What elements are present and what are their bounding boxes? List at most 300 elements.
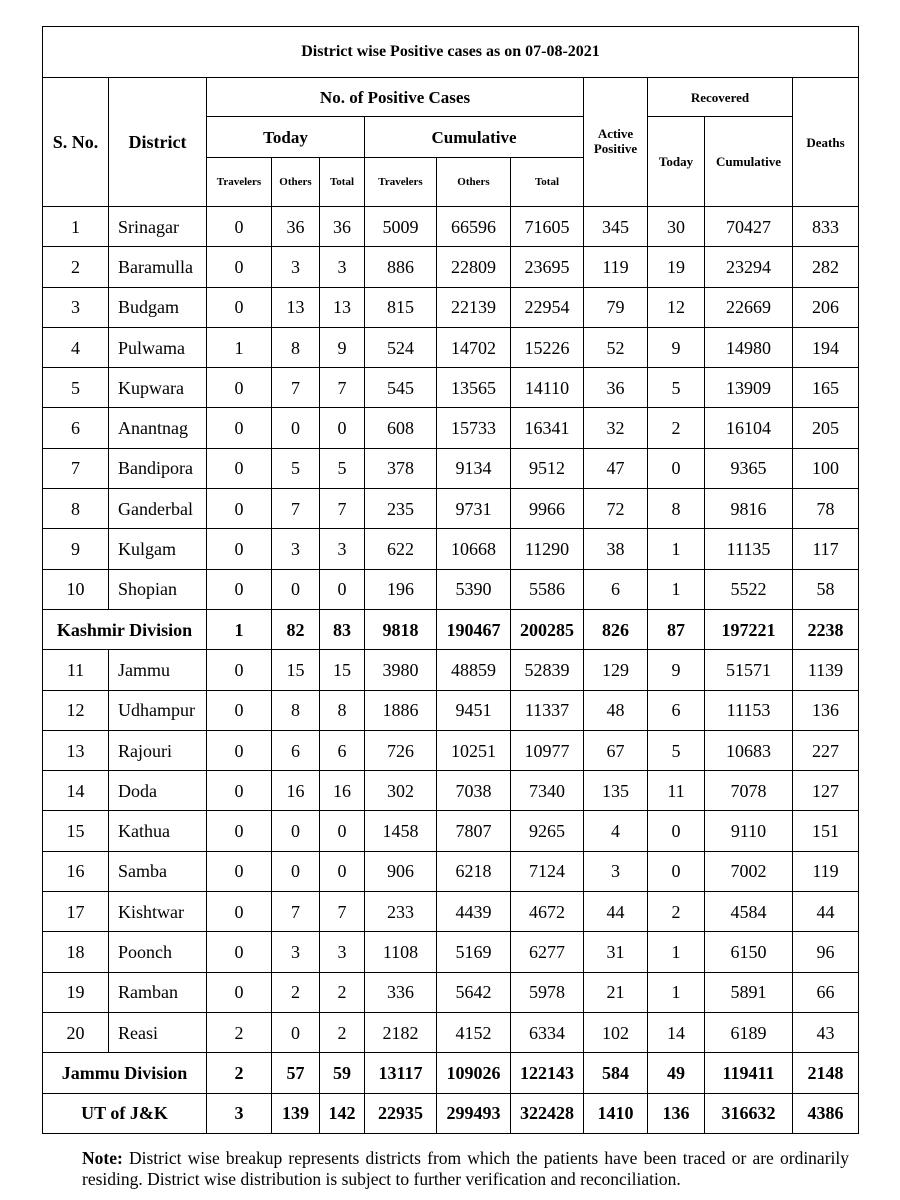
cell-sno: 17 <box>43 892 109 932</box>
header-cumulative-travelers: Travelers <box>365 158 437 207</box>
cell-today-total: 7 <box>320 368 365 408</box>
table-row <box>43 408 859 448</box>
cell-recovered-today: 87 <box>648 609 705 649</box>
cell-cum-travelers: 13117 <box>365 1053 437 1093</box>
cell-deaths: 78 <box>793 489 859 529</box>
cell-cum-total: 9265 <box>511 811 584 851</box>
cell-sno: 11 <box>43 650 109 690</box>
table-row <box>43 247 859 287</box>
cell-today-travelers: 0 <box>207 811 272 851</box>
cell-cum-total: 15226 <box>511 327 584 367</box>
cell-cum-others: 9731 <box>437 489 511 529</box>
cell-cum-others: 13565 <box>437 368 511 408</box>
cell-recovered-cumulative: 7078 <box>705 771 793 811</box>
cell-deaths: 127 <box>793 771 859 811</box>
cell-recovered-cumulative: 11153 <box>705 690 793 730</box>
cell-cum-total: 11337 <box>511 690 584 730</box>
cell-cum-travelers: 906 <box>365 851 437 891</box>
cell-today-travelers: 1 <box>207 327 272 367</box>
table-row <box>43 529 859 569</box>
table-row <box>43 569 859 609</box>
ut-total-row <box>43 1093 859 1133</box>
cell-recovered-today: 5 <box>648 730 705 770</box>
table-row <box>43 448 859 488</box>
cell-cum-travelers: 1886 <box>365 690 437 730</box>
cell-active-positive: 31 <box>584 932 648 972</box>
cell-recovered-today: 14 <box>648 1012 705 1052</box>
cell-cum-others: 22809 <box>437 247 511 287</box>
cell-recovered-today: 12 <box>648 287 705 327</box>
cell-cum-total: 16341 <box>511 408 584 448</box>
cell-active-positive: 67 <box>584 730 648 770</box>
cell-cum-travelers: 196 <box>365 569 437 609</box>
cell-today-total: 0 <box>320 408 365 448</box>
cell-cum-travelers: 726 <box>365 730 437 770</box>
cell-today-others: 7 <box>272 368 320 408</box>
cell-deaths: 227 <box>793 730 859 770</box>
cell-district: Samba <box>109 851 207 891</box>
cell-sno: 14 <box>43 771 109 811</box>
cell-cum-others: 9451 <box>437 690 511 730</box>
cell-cum-total: 122143 <box>511 1053 584 1093</box>
cell-recovered-today: 6 <box>648 690 705 730</box>
cell-district: Baramulla <box>109 247 207 287</box>
cell-cum-others: 4439 <box>437 892 511 932</box>
cell-deaths: 136 <box>793 690 859 730</box>
cell-active-positive: 102 <box>584 1012 648 1052</box>
cell-cum-travelers: 815 <box>365 287 437 327</box>
cell-recovered-today: 5 <box>648 368 705 408</box>
table-row <box>43 892 859 932</box>
cell-sno: 12 <box>43 690 109 730</box>
cell-cum-total: 22954 <box>511 287 584 327</box>
cell-active-positive: 119 <box>584 247 648 287</box>
cell-today-total: 0 <box>320 811 365 851</box>
cell-cum-travelers: 378 <box>365 448 437 488</box>
cell-today-total: 142 <box>320 1093 365 1133</box>
cell-deaths: 66 <box>793 972 859 1012</box>
cell-active-positive: 32 <box>584 408 648 448</box>
cell-district: Rajouri <box>109 730 207 770</box>
cell-today-others: 6 <box>272 730 320 770</box>
cell-active-positive: 826 <box>584 609 648 649</box>
cell-today-others: 2 <box>272 972 320 1012</box>
cell-today-travelers: 2 <box>207 1053 272 1093</box>
cell-sno: 2 <box>43 247 109 287</box>
cell-recovered-today: 9 <box>648 327 705 367</box>
cell-today-travelers: 0 <box>207 892 272 932</box>
cell-cum-travelers: 235 <box>365 489 437 529</box>
cell-deaths: 2238 <box>793 609 859 649</box>
cell-today-travelers: 1 <box>207 609 272 649</box>
header-district: District <box>109 78 207 207</box>
header-cumulative-others: Others <box>437 158 511 207</box>
cell-deaths: 165 <box>793 368 859 408</box>
cell-today-others: 5 <box>272 448 320 488</box>
cell-cum-others: 10251 <box>437 730 511 770</box>
cell-cum-total: 200285 <box>511 609 584 649</box>
cell-sno: 13 <box>43 730 109 770</box>
cell-cum-total: 71605 <box>511 207 584 247</box>
cell-cum-travelers: 524 <box>365 327 437 367</box>
cell-cum-travelers: 1458 <box>365 811 437 851</box>
cell-cum-others: 7807 <box>437 811 511 851</box>
cell-cum-travelers: 622 <box>365 529 437 569</box>
cell-today-total: 7 <box>320 892 365 932</box>
cell-cum-others: 299493 <box>437 1093 511 1133</box>
cell-today-travelers: 0 <box>207 851 272 891</box>
cell-cum-travelers: 2182 <box>365 1012 437 1052</box>
cell-deaths: 206 <box>793 287 859 327</box>
cell-cum-total: 322428 <box>511 1093 584 1133</box>
header-sno: S. No. <box>43 78 109 207</box>
cell-today-others: 16 <box>272 771 320 811</box>
cell-recovered-today: 8 <box>648 489 705 529</box>
table-row <box>43 730 859 770</box>
table-title: District wise Positive cases as on 07-08-2021 <box>43 27 859 78</box>
header-today-others: Others <box>272 158 320 207</box>
cell-active-positive: 36 <box>584 368 648 408</box>
header-cumulative: Cumulative <box>365 117 584 158</box>
cell-active-positive: 129 <box>584 650 648 690</box>
cell-district: Doda <box>109 771 207 811</box>
cell-cum-others: 5169 <box>437 932 511 972</box>
cell-recovered-cumulative: 5522 <box>705 569 793 609</box>
cell-district: Bandipora <box>109 448 207 488</box>
cell-recovered-cumulative: 16104 <box>705 408 793 448</box>
cell-recovered-cumulative: 316632 <box>705 1093 793 1133</box>
cell-deaths: 833 <box>793 207 859 247</box>
cell-cum-others: 190467 <box>437 609 511 649</box>
cell-cum-total: 6277 <box>511 932 584 972</box>
cell-cum-travelers: 336 <box>365 972 437 1012</box>
cell-today-total: 3 <box>320 932 365 972</box>
cell-sno: 18 <box>43 932 109 972</box>
cell-cum-travelers: 1108 <box>365 932 437 972</box>
table-row <box>43 368 859 408</box>
cell-today-others: 3 <box>272 932 320 972</box>
cell-cum-others: 10668 <box>437 529 511 569</box>
cell-cum-total: 52839 <box>511 650 584 690</box>
cell-today-travelers: 0 <box>207 529 272 569</box>
cell-district: Udhampur <box>109 690 207 730</box>
cell-today-travelers: 0 <box>207 368 272 408</box>
table-row <box>43 972 859 1012</box>
cell-today-travelers: 0 <box>207 690 272 730</box>
cell-recovered-today: 30 <box>648 207 705 247</box>
cell-deaths: 44 <box>793 892 859 932</box>
cell-recovered-cumulative: 197221 <box>705 609 793 649</box>
cell-sno: 16 <box>43 851 109 891</box>
cell-sno: 8 <box>43 489 109 529</box>
header-today: Today <box>207 117 365 158</box>
cell-sno: 3 <box>43 287 109 327</box>
cell-today-total: 0 <box>320 851 365 891</box>
cell-today-others: 7 <box>272 489 320 529</box>
jammu-division-total-row <box>43 1053 859 1093</box>
cell-today-total: 9 <box>320 327 365 367</box>
cell-today-total: 16 <box>320 771 365 811</box>
cell-active-positive: 52 <box>584 327 648 367</box>
cell-today-total: 2 <box>320 1012 365 1052</box>
cell-cum-travelers: 233 <box>365 892 437 932</box>
cell-recovered-today: 0 <box>648 851 705 891</box>
header-recovered: Recovered <box>648 78 793 117</box>
cell-today-total: 3 <box>320 247 365 287</box>
cell-active-positive: 584 <box>584 1053 648 1093</box>
cell-deaths: 2148 <box>793 1053 859 1093</box>
cell-recovered-cumulative: 22669 <box>705 287 793 327</box>
cell-district: Srinagar <box>109 207 207 247</box>
cell-recovered-today: 49 <box>648 1053 705 1093</box>
cell-cum-travelers: 608 <box>365 408 437 448</box>
cell-today-others: 3 <box>272 529 320 569</box>
cell-cum-others: 66596 <box>437 207 511 247</box>
cell-cum-total: 5586 <box>511 569 584 609</box>
cell-today-travelers: 0 <box>207 207 272 247</box>
cell-deaths: 4386 <box>793 1093 859 1133</box>
cell-cum-others: 5390 <box>437 569 511 609</box>
cell-active-positive: 72 <box>584 489 648 529</box>
table-row <box>43 690 859 730</box>
cell-recovered-today: 1 <box>648 972 705 1012</box>
cell-district: Kishtwar <box>109 892 207 932</box>
cell-cum-others: 48859 <box>437 650 511 690</box>
cell-cum-total: 9966 <box>511 489 584 529</box>
cell-recovered-today: 2 <box>648 892 705 932</box>
cell-sno: 6 <box>43 408 109 448</box>
cell-today-total: 15 <box>320 650 365 690</box>
cell-recovered-cumulative: 6150 <box>705 932 793 972</box>
table-row <box>43 327 859 367</box>
table-row <box>43 811 859 851</box>
table-body <box>43 207 859 1134</box>
cell-recovered-today: 136 <box>648 1093 705 1133</box>
cell-recovered-today: 0 <box>648 448 705 488</box>
cell-today-travelers: 0 <box>207 932 272 972</box>
header-recovered-today: Today <box>648 117 705 207</box>
cell-sno: 9 <box>43 529 109 569</box>
cell-today-total: 2 <box>320 972 365 1012</box>
cell-recovered-cumulative: 23294 <box>705 247 793 287</box>
cell-sno: 1 <box>43 207 109 247</box>
positive-cases-table <box>42 26 859 1134</box>
cell-active-positive: 44 <box>584 892 648 932</box>
total-label: UT of J&K <box>43 1093 207 1133</box>
cell-recovered-today: 11 <box>648 771 705 811</box>
cell-cum-others: 109026 <box>437 1053 511 1093</box>
cell-today-total: 6 <box>320 730 365 770</box>
cell-today-travelers: 2 <box>207 1012 272 1052</box>
cell-recovered-cumulative: 6189 <box>705 1012 793 1052</box>
header-today-travelers: Travelers <box>207 158 272 207</box>
cell-deaths: 151 <box>793 811 859 851</box>
report-container <box>42 26 858 1134</box>
cell-today-others: 8 <box>272 327 320 367</box>
cell-recovered-cumulative: 7002 <box>705 851 793 891</box>
cell-cum-travelers: 9818 <box>365 609 437 649</box>
cell-district: Anantnag <box>109 408 207 448</box>
note-text: District wise breakup represents districts from which the patients have been traced or are ordinarily residing. District wise distribution is subject to further verification and reconciliation. <box>82 1148 849 1189</box>
cell-today-travelers: 0 <box>207 650 272 690</box>
kashmir-division-total-row <box>43 609 859 649</box>
cell-cum-travelers: 545 <box>365 368 437 408</box>
cell-cum-total: 4672 <box>511 892 584 932</box>
cell-deaths: 194 <box>793 327 859 367</box>
cell-deaths: 58 <box>793 569 859 609</box>
cell-today-others: 139 <box>272 1093 320 1133</box>
cell-today-travelers: 0 <box>207 569 272 609</box>
cell-recovered-today: 19 <box>648 247 705 287</box>
footnote <box>82 1148 849 1190</box>
cell-recovered-today: 9 <box>648 650 705 690</box>
cell-district: Jammu <box>109 650 207 690</box>
table-row <box>43 207 859 247</box>
cell-cum-others: 14702 <box>437 327 511 367</box>
cell-sno: 5 <box>43 368 109 408</box>
cell-recovered-today: 1 <box>648 529 705 569</box>
cell-recovered-today: 1 <box>648 569 705 609</box>
cell-today-others: 0 <box>272 1012 320 1052</box>
cell-cum-travelers: 22935 <box>365 1093 437 1133</box>
cell-cum-others: 9134 <box>437 448 511 488</box>
cell-active-positive: 48 <box>584 690 648 730</box>
cell-recovered-today: 0 <box>648 811 705 851</box>
cell-deaths: 119 <box>793 851 859 891</box>
cell-deaths: 282 <box>793 247 859 287</box>
cell-cum-others: 6218 <box>437 851 511 891</box>
cell-today-others: 13 <box>272 287 320 327</box>
note-label: Note: <box>82 1148 123 1168</box>
table-row <box>43 287 859 327</box>
cell-today-total: 3 <box>320 529 365 569</box>
table-row <box>43 1012 859 1052</box>
cell-today-total: 7 <box>320 489 365 529</box>
cell-cum-total: 11290 <box>511 529 584 569</box>
cell-today-others: 7 <box>272 892 320 932</box>
cell-cum-travelers: 3980 <box>365 650 437 690</box>
cell-district: Reasi <box>109 1012 207 1052</box>
cell-active-positive: 79 <box>584 287 648 327</box>
table-row <box>43 771 859 811</box>
cell-recovered-cumulative: 14980 <box>705 327 793 367</box>
cell-active-positive: 345 <box>584 207 648 247</box>
cell-recovered-cumulative: 11135 <box>705 529 793 569</box>
cell-recovered-cumulative: 10683 <box>705 730 793 770</box>
cell-recovered-cumulative: 51571 <box>705 650 793 690</box>
cell-district: Shopian <box>109 569 207 609</box>
cell-sno: 20 <box>43 1012 109 1052</box>
cell-sno: 15 <box>43 811 109 851</box>
cell-today-travelers: 0 <box>207 972 272 1012</box>
cell-today-others: 36 <box>272 207 320 247</box>
cell-active-positive: 1410 <box>584 1093 648 1133</box>
cell-cum-travelers: 886 <box>365 247 437 287</box>
cell-sno: 19 <box>43 972 109 1012</box>
cell-cum-total: 6334 <box>511 1012 584 1052</box>
cell-deaths: 96 <box>793 932 859 972</box>
cell-district: Kupwara <box>109 368 207 408</box>
cell-cum-total: 7340 <box>511 771 584 811</box>
cell-today-travelers: 0 <box>207 489 272 529</box>
cell-today-total: 0 <box>320 569 365 609</box>
cell-district: Budgam <box>109 287 207 327</box>
cell-today-travelers: 0 <box>207 247 272 287</box>
cell-district: Ganderbal <box>109 489 207 529</box>
cell-deaths: 1139 <box>793 650 859 690</box>
cell-today-others: 57 <box>272 1053 320 1093</box>
cell-today-total: 59 <box>320 1053 365 1093</box>
cell-cum-total: 10977 <box>511 730 584 770</box>
cell-cum-others: 4152 <box>437 1012 511 1052</box>
cell-active-positive: 38 <box>584 529 648 569</box>
cell-today-travelers: 0 <box>207 730 272 770</box>
cell-today-travelers: 0 <box>207 408 272 448</box>
table-row <box>43 932 859 972</box>
cell-recovered-cumulative: 9110 <box>705 811 793 851</box>
cell-cum-total: 23695 <box>511 247 584 287</box>
cell-recovered-cumulative: 9816 <box>705 489 793 529</box>
cell-today-total: 36 <box>320 207 365 247</box>
cell-recovered-cumulative: 13909 <box>705 368 793 408</box>
header-recovered-cumulative: Cumulative <box>705 117 793 207</box>
cell-today-others: 0 <box>272 408 320 448</box>
cell-recovered-cumulative: 70427 <box>705 207 793 247</box>
header-positive-cases: No. of Positive Cases <box>207 78 584 117</box>
cell-today-total: 83 <box>320 609 365 649</box>
cell-cum-others: 22139 <box>437 287 511 327</box>
header-deaths: Deaths <box>793 78 859 207</box>
cell-today-total: 13 <box>320 287 365 327</box>
cell-recovered-today: 1 <box>648 932 705 972</box>
cell-district: Kulgam <box>109 529 207 569</box>
cell-sno: 10 <box>43 569 109 609</box>
table-row <box>43 489 859 529</box>
cell-district: Kathua <box>109 811 207 851</box>
cell-active-positive: 3 <box>584 851 648 891</box>
header-active-positive: Active Positive <box>584 78 648 207</box>
cell-cum-total: 14110 <box>511 368 584 408</box>
cell-today-others: 8 <box>272 690 320 730</box>
table-row <box>43 851 859 891</box>
cell-deaths: 205 <box>793 408 859 448</box>
cell-active-positive: 6 <box>584 569 648 609</box>
cell-deaths: 117 <box>793 529 859 569</box>
cell-cum-travelers: 5009 <box>365 207 437 247</box>
cell-sno: 4 <box>43 327 109 367</box>
cell-district: Poonch <box>109 932 207 972</box>
table-row <box>43 650 859 690</box>
cell-recovered-today: 2 <box>648 408 705 448</box>
cell-recovered-cumulative: 9365 <box>705 448 793 488</box>
total-label: Kashmir Division <box>43 609 207 649</box>
cell-today-others: 0 <box>272 569 320 609</box>
cell-cum-total: 9512 <box>511 448 584 488</box>
cell-today-others: 3 <box>272 247 320 287</box>
cell-sno: 7 <box>43 448 109 488</box>
cell-cum-others: 15733 <box>437 408 511 448</box>
cell-cum-others: 5642 <box>437 972 511 1012</box>
cell-deaths: 43 <box>793 1012 859 1052</box>
cell-active-positive: 47 <box>584 448 648 488</box>
cell-today-total: 8 <box>320 690 365 730</box>
cell-today-others: 0 <box>272 811 320 851</box>
cell-cum-total: 5978 <box>511 972 584 1012</box>
cell-active-positive: 21 <box>584 972 648 1012</box>
cell-today-travelers: 0 <box>207 287 272 327</box>
cell-district: Ramban <box>109 972 207 1012</box>
cell-today-travelers: 0 <box>207 448 272 488</box>
